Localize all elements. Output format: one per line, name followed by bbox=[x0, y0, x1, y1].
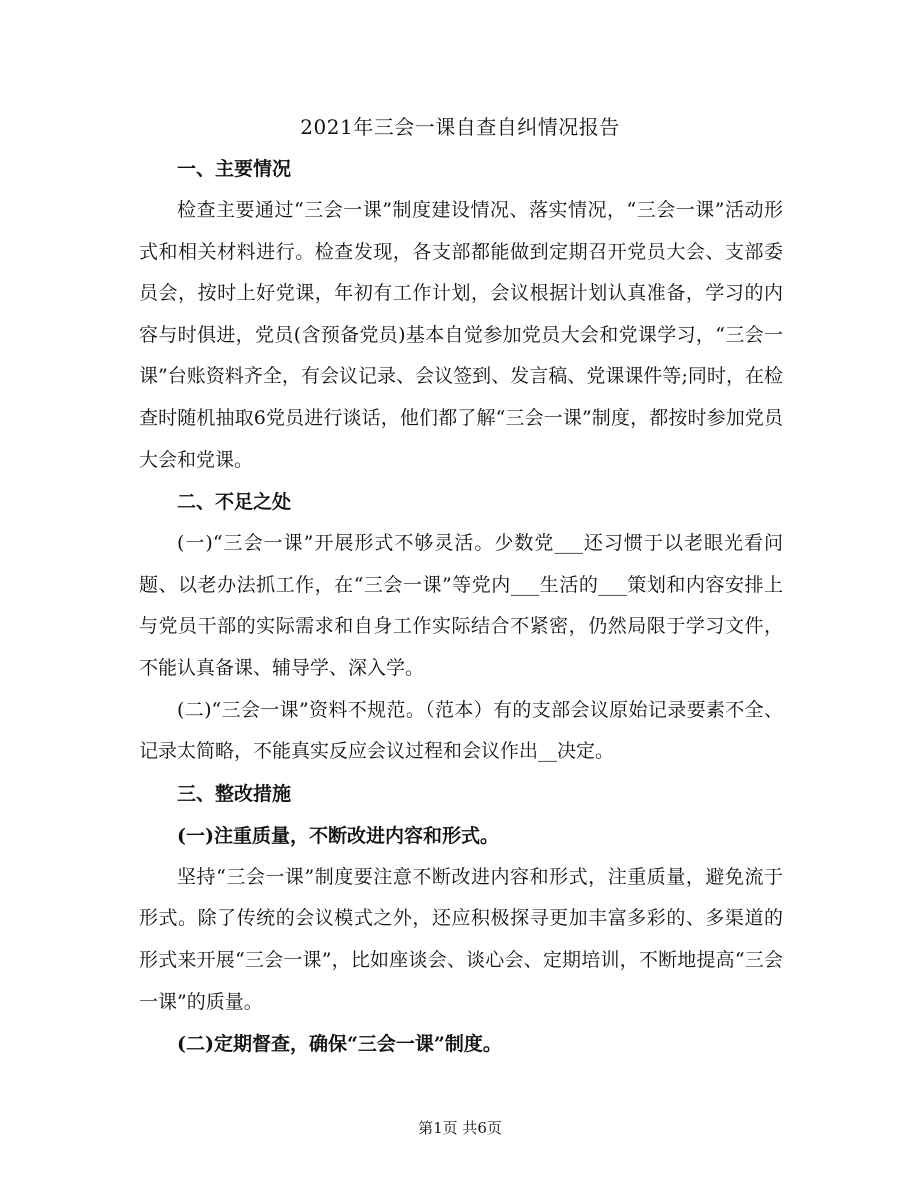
paragraph-shortcoming-1: (一)“三会一课”开展形式不够灵活。少数党___还习惯于以老眼光看问题、以老办法抓工作，在“三会一课”等党内___生活的___策划和内容安排上与党员干部的实际需求和自身工作实际结合不紧密，仍然局限于学习文件，不能认真备课、辅导学、深入学。 bbox=[139, 532, 783, 679]
paragraph-rectification-1: 坚持“三会一课”制度要注意不断改进内容和形式，注重质量，避免流于形式。除了传统的会议模式之外，还应积极探寻更加丰富多彩的、多渠道的形式来开展“三会一课”，比如座谈会、谈心会、定期培训，不断地提高“三会一课”的质量。 bbox=[139, 865, 783, 1013]
document-body bbox=[139, 148, 783, 1065]
section-heading-shortcomings: 二、不足之处 bbox=[177, 491, 292, 514]
document-title: 2021年三会一课自查自纠情况报告 bbox=[300, 115, 620, 139]
subheading-rectification-1: (一)注重质量，不断改进内容和形式。 bbox=[177, 824, 499, 847]
subheading-rectification-2: (二)定期督查，确保“三会一课”制度。 bbox=[177, 1033, 502, 1056]
paragraph-shortcoming-2: (二)“三会一课”资料不规范。（范本）有的支部会议原始记录要素不全、记录太简略，不能真实反应会议过程和会议作出__决定。 bbox=[139, 698, 783, 763]
paragraph-main-situation: 检查主要通过“三会一课”制度建设情况、落实情况，“三会一课”活动形式和相关材料进行。检查发现，各支部都能做到定期召开党员大会、支部委员会，按时上好党课，年初有工作计划，会议根据计划认真准备，学习的内容与时俱进，党员(含预备党员)基本自觉参加党员大会和党课学习，“三会一课”台账资料齐全，有会议记录、会议签到、发言稿、党课课件等;同时，在检查时随机抽取6党员进行谈话，他们都了解“三会一课”制度，都按时参加党员大会和党课。 bbox=[139, 199, 783, 471]
page-footer: 第1页 共6页 bbox=[418, 1119, 502, 1137]
section-heading-main-situation: 一、主要情况 bbox=[177, 158, 292, 180]
section-heading-rectification: 三、整改措施 bbox=[177, 782, 292, 805]
